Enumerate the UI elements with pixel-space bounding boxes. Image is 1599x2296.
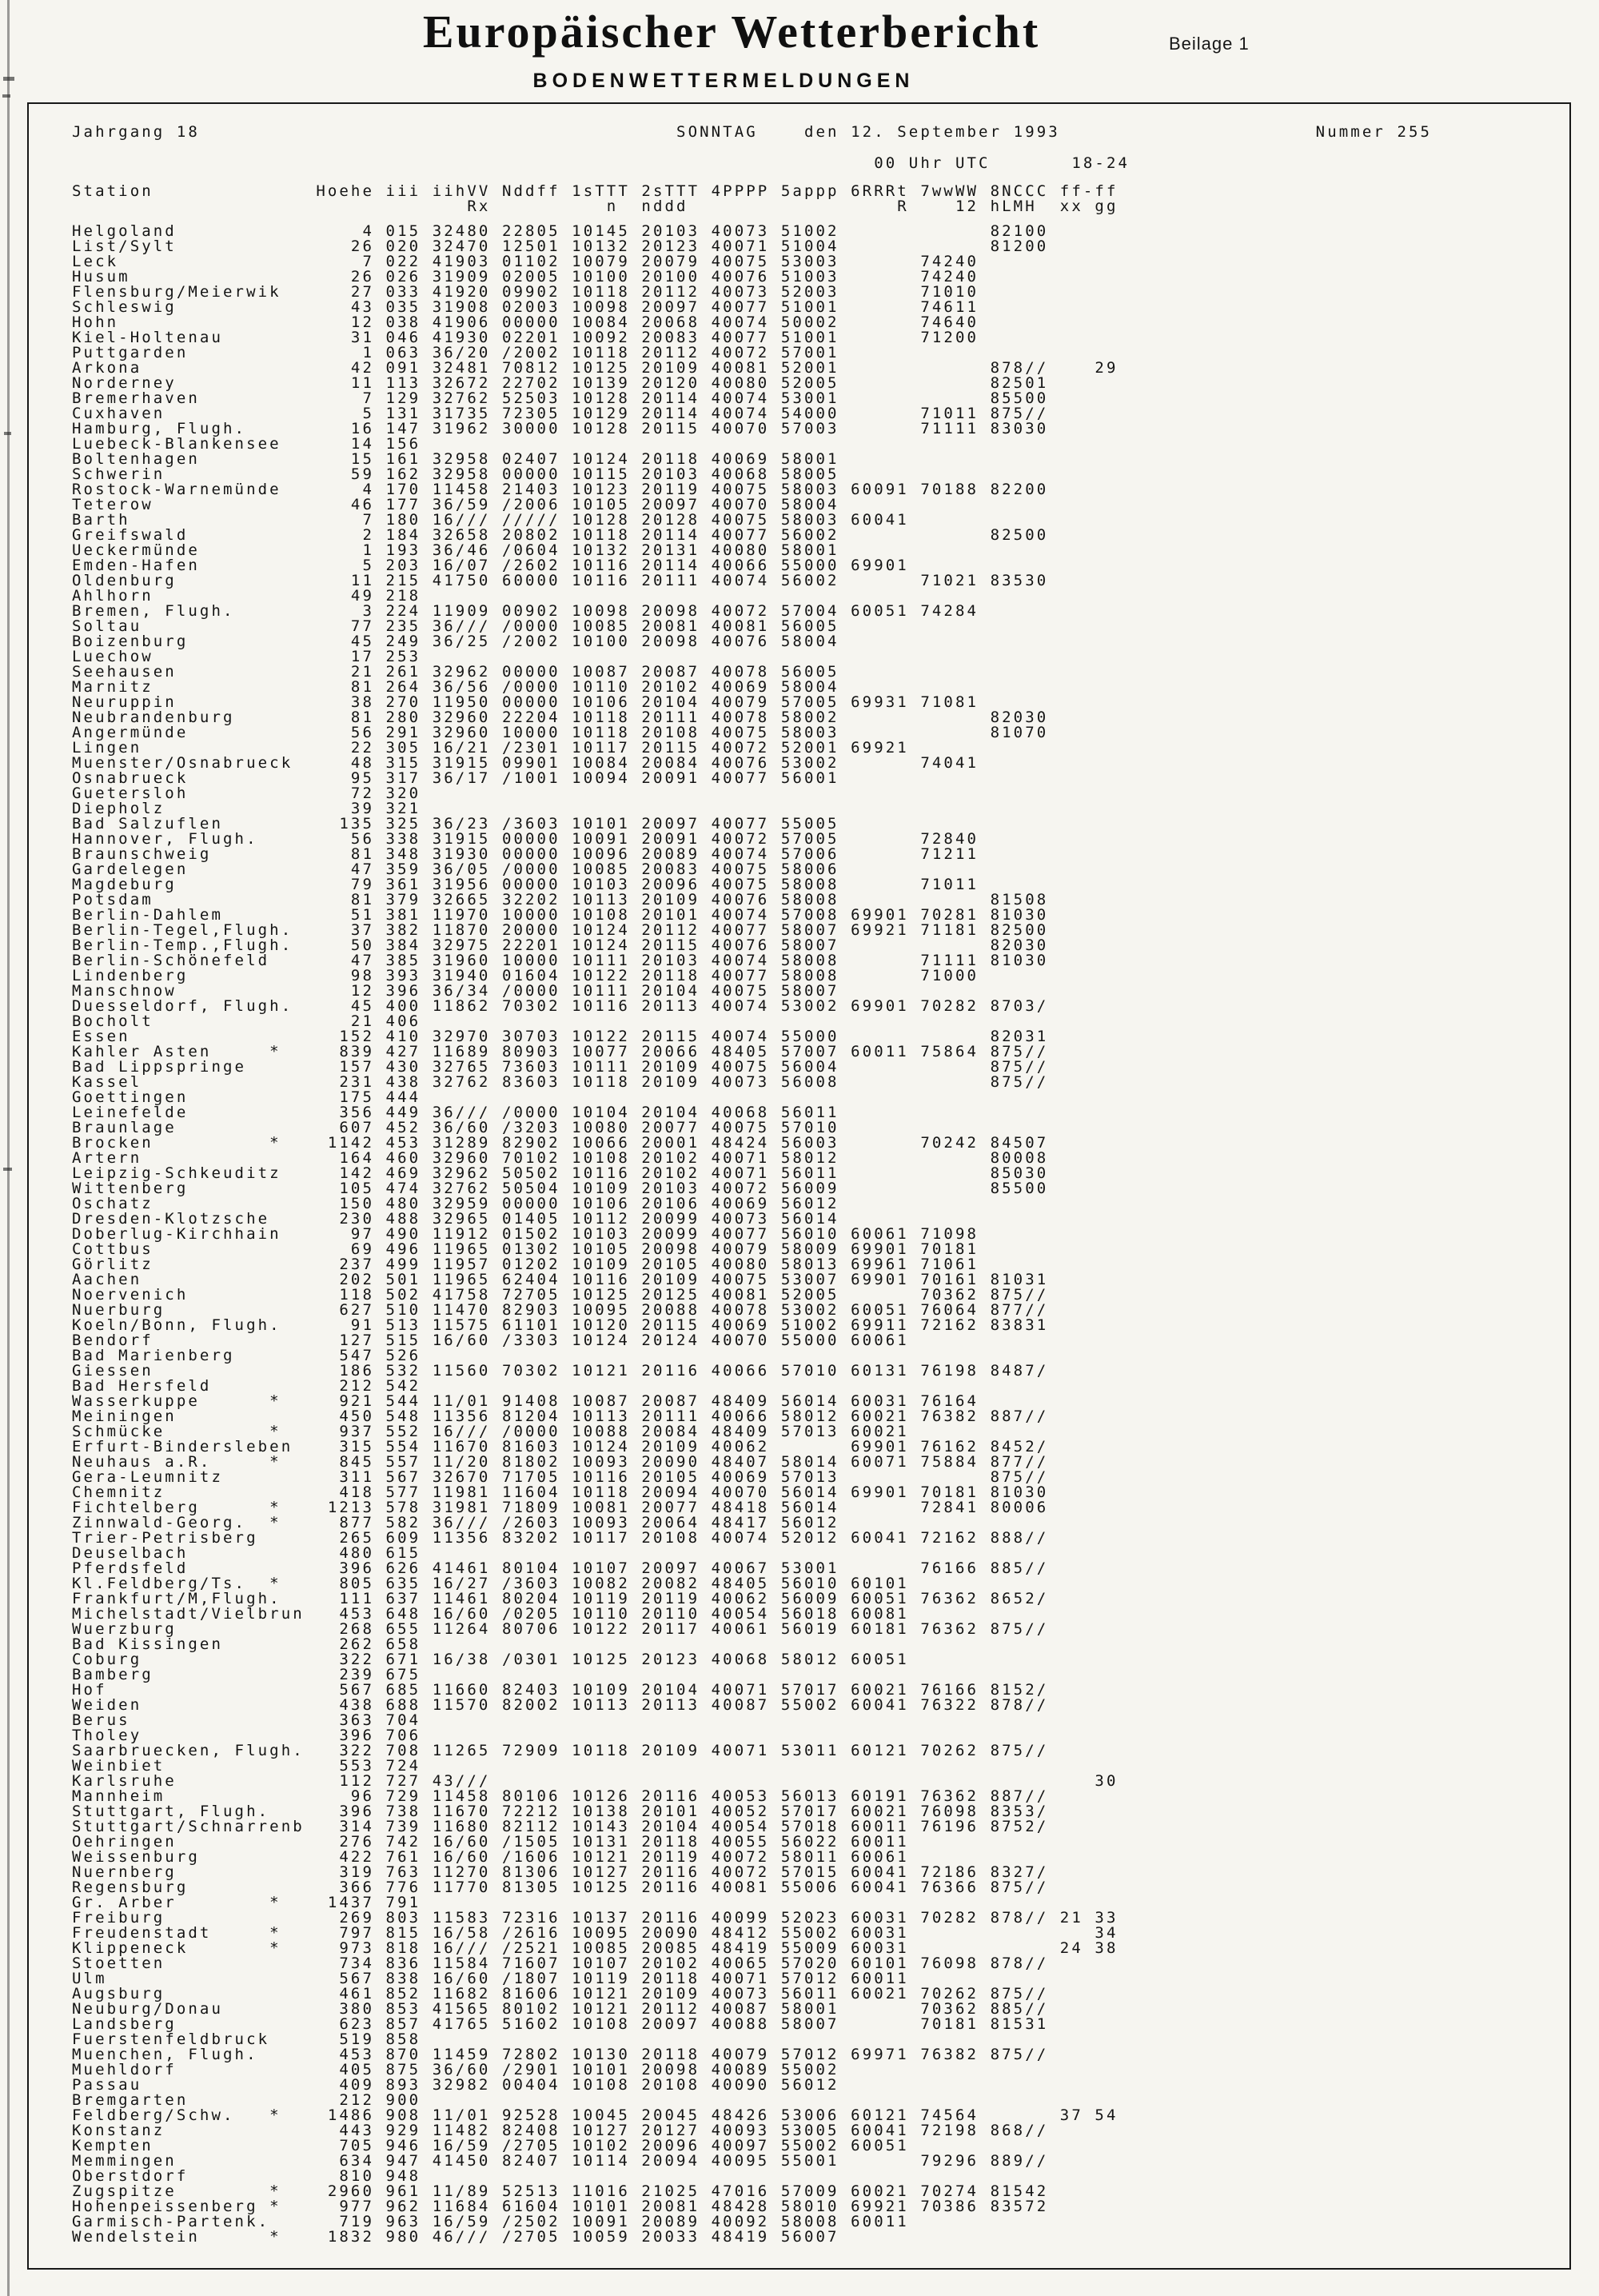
station-row: Oschatz 150 480 32959 00000 10106 20106 40069 56012 (72, 1195, 839, 1212)
station-row: Dresden-Klotzsche 230 488 32965 01405 10112 20099 40073 56014 (72, 1210, 839, 1228)
station-row: Augsburg 461 852 11682 81606 10121 20109 40073 56011 60021 70262 875// (72, 1985, 1049, 2003)
station-row: Hannover, Flugh. 56 338 31915 00000 10091 20091 40072 57005 72840 (72, 830, 979, 848)
station-row: Erfurt-Bindersleben 315 554 11670 81603 10124 20109 40062 69901 76162 8452/ (72, 1438, 1049, 1455)
station-row: Kiel-Holtenau 31 046 41930 02201 10092 20083 40077 51001 71200 (72, 329, 979, 346)
station-row: Hohn 12 038 41906 00000 10084 20068 40074 50002 74640 (72, 313, 979, 331)
station-row: Magdeburg 79 361 31956 00000 10103 20096 40075 58008 71011 (72, 876, 979, 893)
station-row: Berlin-Dahlem 51 381 11970 10000 10108 20101 40074 57008 69901 70281 81030 (72, 906, 1049, 924)
station-row: Trier-Petrisberg 265 609 11356 83202 10117 20108 40074 52012 60041 72162 888// (72, 1529, 1049, 1547)
station-row: Leipzig-Schkeuditz 142 469 32962 50502 10116 20102 40071 56011 85030 (72, 1164, 1049, 1182)
station-row: Seehausen 21 261 32962 00000 10087 20087 40078 56005 (72, 663, 839, 681)
station-row: Essen 152 410 32970 30703 10122 20115 40074 55000 82031 (72, 1028, 1049, 1045)
station-row: Konstanz 443 929 11482 82408 10127 20127 40093 53005 60041 72198 868// (72, 2122, 1049, 2139)
station-row: Memmingen 634 947 41450 82407 10114 20094 40095 55001 79296 889// (72, 2152, 1049, 2170)
station-row: Artern 164 460 32960 70102 10108 20102 40071 58012 80008 (72, 1149, 1049, 1167)
station-row: Hohenpeissenberg * 977 962 11684 61604 10101 20081 48428 58010 69921 70386 83572 (72, 2198, 1049, 2215)
station-row: Luechow 17 253 (72, 648, 421, 665)
station-row: Deuselbach 480 615 (72, 1544, 421, 1562)
station-row: Muenster/Osnabrueck 48 315 31915 09901 10084 20084 40076 53002 74041 (72, 754, 979, 772)
station-row: Schwerin 59 162 32958 00000 10115 20103 40068 58005 (72, 465, 839, 483)
observation-time-line: 00 Uhr UTC 18-24 (72, 154, 1130, 172)
station-row: Garmisch-Partenk. 719 963 16/59 /2502 10091 20089 40092 58008 60011 (72, 2213, 909, 2230)
station-row: Freudenstadt * 797 815 16/58 /2616 10095 20090 48412 55002 60031 34 (72, 1924, 1119, 1942)
page-subtitle: BODENWETTERMELDUNGEN (532, 70, 915, 92)
station-row: Kahler Asten * 839 427 11689 80903 10077 20066 48405 57007 60011 75864 875// (72, 1043, 1049, 1060)
station-row: Bendorf 127 515 16/60 /3303 10124 20124 40070 55000 60061 (72, 1332, 909, 1349)
station-row: Teterow 46 177 36/59 /2006 10105 20097 40070 58004 (72, 496, 839, 513)
station-row: Freiburg 269 803 11583 72316 10137 20116 40099 52023 60031 70282 878// 21 33 (72, 1909, 1119, 1927)
station-row: Diepholz 39 321 (72, 800, 421, 817)
binding-mark (4, 432, 11, 435)
station-row: Stoetten 734 836 11584 71607 10107 20102 40065 57020 60101 76098 878// (72, 1955, 1049, 1972)
station-table (72, 224, 1569, 2245)
station-row: Schmücke * 937 552 16/// /0000 10088 20084 48409 57013 60021 (72, 1423, 909, 1440)
station-row: Chemnitz 418 577 11981 11604 10118 20094 40070 56014 69901 70181 81030 (72, 1483, 1049, 1501)
station-row: Braunschweig 81 348 31930 00000 10096 20089 40074 57006 71211 (72, 845, 979, 863)
station-row: Boltenhagen 15 161 32958 02407 10124 20118 40069 58001 (72, 450, 839, 468)
station-row: Feldberg/Schw. * 1486 908 11/01 92528 10045 20045 48426 53006 60121 74564 37 54 (72, 2106, 1119, 2124)
station-row: Stuttgart, Flugh. 396 738 11670 72212 10138 20101 40052 57017 60021 76098 8353/ (72, 1803, 1049, 1820)
station-row: Fuerstenfeldbruck 519 858 (72, 2030, 421, 2048)
station-row: Kassel 231 438 32762 83603 10118 20109 40073 56008 875// (72, 1073, 1049, 1091)
station-row: Weinbiet 553 724 (72, 1757, 421, 1775)
station-row: Ueckermünde 1 193 36/46 /0604 10132 20131 40080 58001 (72, 541, 839, 559)
station-row: Kempten 705 946 16/59 /2705 10102 20096 40097 55002 60051 (72, 2137, 909, 2154)
station-row: Goettingen 175 444 (72, 1088, 421, 1106)
station-row: Bad Lippspringe 157 430 32765 73603 10111 20109 40075 56004 875// (72, 1058, 1049, 1076)
station-row: Zinnwald-Georg. * 877 582 36/// /2603 10093 20064 48417 56012 (72, 1514, 839, 1531)
station-row: List/Sylt 26 020 32470 12501 10132 20123 40071 51004 81200 (72, 238, 1049, 255)
station-row: Cottbus 69 496 11965 01302 10105 20098 40079 58009 69901 70181 (72, 1240, 979, 1258)
station-row: Berlin-Schönefeld 47 385 31960 10000 10111 20103 40074 58008 71111 81030 (72, 952, 1049, 969)
column-header-line-2: Rx n nddd R 12 hLMH xx gg (72, 198, 1119, 215)
station-row: Hof 567 685 11660 82403 10109 20104 40071 57017 60021 76166 8152/ (72, 1681, 1049, 1699)
station-row: Oehringen 276 742 16/60 /1505 10131 20118 40055 56022 60011 (72, 1833, 909, 1851)
station-row: Neubrandenburg 81 280 32960 22204 10118 20111 40078 58002 82030 (72, 709, 1049, 726)
station-row: Regensburg 366 776 11770 81305 10125 20116 40081 55006 60041 76366 875// (72, 1879, 1049, 1896)
scan-edge-artifact (7, 0, 10, 2296)
station-row: Guetersloh 72 320 (72, 785, 421, 802)
binding-mark (2, 94, 10, 98)
station-row: Saarbruecken, Flugh. 322 708 11265 72909 10118 20109 40071 53011 60121 70262 875// (72, 1742, 1049, 1759)
station-row: Barth 7 180 16/// ///// 10128 20128 40075 58003 60041 (72, 511, 909, 529)
station-row: Berus 363 704 (72, 1711, 421, 1729)
binding-mark (3, 1168, 12, 1171)
station-row: Muenchen, Flugh. 453 870 11459 72802 10130 20118 40079 57012 69971 76382 875// (72, 2046, 1049, 2063)
station-row: Bremen, Flugh. 3 224 11909 00902 10098 20098 40072 57004 60051 74284 (72, 602, 979, 620)
station-row: Kl.Feldberg/Ts. * 805 635 16/27 /3603 10082 20082 48405 56010 60101 (72, 1575, 909, 1592)
station-row: Mannheim 96 729 11458 80106 10126 20116 40053 56013 60191 76362 887// (72, 1787, 1049, 1805)
station-row: Gr. Arber * 1437 791 (72, 1894, 421, 1911)
station-row: Aachen 202 501 11965 62404 10116 20109 40075 53007 69901 70161 81031 (72, 1271, 1049, 1288)
station-row: Gera-Leumnitz 311 567 32670 71705 10116 20105 40069 57013 875// (72, 1468, 1049, 1486)
station-row: Coburg 322 671 16/38 /0301 10125 20123 40068 58012 60051 (72, 1651, 909, 1668)
station-row: Weissenburg 422 761 16/60 /1606 10121 20119 40072 58011 60061 (72, 1848, 909, 1866)
station-row: Görlitz 237 499 11957 01202 10109 20105 40080 58013 69961 71061 (72, 1256, 979, 1273)
station-row: Nuerburg 627 510 11470 82903 10095 20088 40078 53002 60051 76064 877// (72, 1301, 1049, 1319)
station-row: Ulm 567 838 16/60 /1807 10119 20118 40071 57012 60011 (72, 1970, 909, 1987)
issue-meta-line: Jahrgang 18 SONNTAG den 12. September 1993 Nummer 255 (72, 123, 1433, 141)
station-row: Berlin-Tegel,Flugh. 37 382 11870 20000 10124 20112 40077 58007 69921 71181 82500 (72, 921, 1049, 939)
station-row: Angermünde 56 291 32960 10000 10118 20108 40075 58003 81070 (72, 724, 1049, 741)
station-row: Landsberg 623 857 41765 51602 10108 20097 40088 58007 70181 81531 (72, 2015, 1049, 2033)
station-row: Schleswig 43 035 31908 02003 10098 20097 40077 51001 74611 (72, 298, 979, 316)
station-row: Osnabrueck 95 317 36/17 /1001 10094 20091 40077 56001 (72, 769, 839, 787)
station-row: Bocholt 21 406 (72, 1012, 421, 1030)
station-row: Karlsruhe 112 727 43/// 30 (72, 1772, 1119, 1790)
station-row: Hamburg, Flugh. 16 147 31962 30000 10128 20115 40070 57003 71111 83030 (72, 420, 1049, 437)
station-row: Greifswald 2 184 32658 20802 10118 20114 40077 56002 82500 (72, 526, 1049, 544)
station-row: Gardelegen 47 359 36/05 /0000 10085 20083 40075 58006 (72, 861, 839, 878)
column-header-line-1: Station Hoehe iii iihVV Nddff 1sTTT 2sTTT 4PPPP 5appp 6RRRt 7wwWW 8NCCC ff-ff (72, 182, 1119, 200)
station-row: Lindenberg 98 393 31940 01604 10122 20118 40077 58008 71000 (72, 967, 979, 984)
station-row: Wendelstein * 1832 980 46/// /2705 10059 20033 48419 56007 (72, 2228, 839, 2246)
station-row: Soltau 77 235 36/// /0000 10085 20081 40081 56005 (72, 617, 839, 635)
station-row: Nuernberg 319 763 11270 81306 10127 20116 40072 57015 60041 72186 8327/ (72, 1863, 1049, 1881)
station-row: Meiningen 450 548 11356 81204 10113 20111 40066 58012 60021 76382 887// (72, 1408, 1049, 1425)
station-row: Rostock-Warnemünde 4 170 11458 21403 10123 20119 40075 58003 60091 70188 82200 (72, 481, 1049, 498)
station-row: Arkona 42 091 32481 70812 10125 20109 40081 52001 878// 29 (72, 359, 1119, 377)
station-row: Frankfurt/M,Flugh. 111 637 11461 80204 10119 20119 40062 56009 60051 76362 8652/ (72, 1590, 1049, 1607)
station-row: Neuruppin 38 270 11950 00000 10106 20104 40079 57005 69931 71081 (72, 693, 979, 711)
station-row: Zugspitze * 2960 961 11/89 52513 11016 21025 47016 57009 60021 70274 81542 (72, 2182, 1049, 2200)
station-row: Helgoland 4 015 32480 22805 10145 20103 40073 51002 82100 (72, 222, 1049, 240)
station-row: Puttgarden 1 063 36/20 /2002 10118 20112 40072 57001 (72, 344, 839, 361)
station-row: Bremerhaven 7 129 32762 52503 10128 20114 40074 53001 85500 (72, 389, 1049, 407)
station-row: Cuxhaven 5 131 31735 72305 10129 20114 40074 54000 71011 875// (72, 405, 1049, 422)
station-row: Koeln/Bonn, Flugh. 91 513 11575 61101 10120 20115 40069 51002 69911 72162 83831 (72, 1316, 1049, 1334)
station-row: Michelstadt/Vielbrun 453 648 16/60 /0205 10110 20110 40054 56018 60081 (72, 1605, 909, 1623)
station-row: Oldenburg 11 215 41750 60000 10116 20111 40074 56002 71021 83530 (72, 572, 1049, 589)
station-row: Giessen 186 532 11560 70302 10121 20116 40066 57010 60131 76198 8487/ (72, 1362, 1049, 1380)
station-row: Muehldorf 405 875 36/60 /2901 10101 20098 40089 55002 (72, 2061, 839, 2078)
report-frame (27, 102, 1571, 2270)
station-row: Manschnow 12 396 36/34 /0000 10111 20104 40075 58007 (72, 982, 839, 1000)
station-row: Norderney 11 113 32672 22702 10139 20120 40080 52005 82501 (72, 374, 1049, 392)
station-row: Bad Hersfeld 212 542 (72, 1377, 421, 1395)
station-row: Brocken * 1142 453 31289 82902 10066 20001 48424 56003 70242 84507 (72, 1134, 1049, 1152)
station-row: Husum 26 026 31909 02005 10100 20100 40076 51003 74240 (72, 268, 979, 286)
station-row: Braunlage 607 452 36/60 /3203 10080 20077 40075 57010 (72, 1119, 839, 1136)
station-row: Luebeck-Blankensee 14 156 (72, 435, 421, 453)
station-row: Oberstdorf 810 948 (72, 2167, 421, 2185)
station-row: Passau 409 893 32982 00404 10108 20108 40090 56012 (72, 2076, 839, 2094)
supplement-label: Beilage 1 (1169, 34, 1250, 54)
station-row: Ahlhorn 49 218 (72, 587, 421, 605)
station-row: Wasserkuppe * 921 544 11/01 91408 10087 20087 48409 56014 60031 76164 (72, 1392, 979, 1410)
station-row: Weiden 438 688 11570 82002 10113 20113 40087 55002 60041 76322 878// (72, 1696, 1049, 1714)
station-row: Bamberg 239 675 (72, 1666, 421, 1683)
station-row: Berlin-Temp.,Flugh. 50 384 32975 22201 10124 20115 40076 58007 82030 (72, 936, 1049, 954)
station-row: Neuhaus a.R. * 845 557 11/20 81802 10093 20090 48407 58014 60071 75884 877// (72, 1453, 1049, 1471)
station-row: Stuttgart/Schnarrenb 314 739 11680 82112 10143 20104 40054 57018 60011 76196 8752/ (72, 1818, 1049, 1835)
station-row: Bad Kissingen 262 658 (72, 1635, 421, 1653)
station-row: Wuerzburg 268 655 11264 80706 10122 20117 40061 56019 60181 76362 875// (72, 1620, 1049, 1638)
station-row: Potsdam 81 379 32665 32202 10113 20109 40076 58008 81508 (72, 891, 1049, 908)
station-row: Marnitz 81 264 36/56 /0000 10110 20102 40069 58004 (72, 678, 839, 696)
station-row: Bad Salzuflen 135 325 36/23 /3603 10101 20097 40077 55005 (72, 815, 839, 833)
station-row: Klippeneck * 973 818 16/// /2521 10085 20085 48419 55009 60031 24 38 (72, 1939, 1119, 1957)
station-row: Lingen 22 305 16/21 /2301 10117 20115 40072 52001 69921 (72, 739, 909, 757)
station-row: Noervenich 118 502 41758 72705 10125 20125 40081 52005 70362 875// (72, 1286, 1049, 1304)
station-row: Leinefelde 356 449 36/// /0000 10104 20104 40068 56011 (72, 1104, 839, 1121)
station-row: Bremgarten 212 900 (72, 2091, 421, 2109)
station-row: Tholey 396 706 (72, 1727, 421, 1744)
station-row: Bad Marienberg 547 526 (72, 1347, 421, 1364)
station-row: Fichtelberg * 1213 578 31981 71809 10081 20077 48418 56014 72841 80006 (72, 1499, 1049, 1516)
station-row: Neuburg/Donau 380 853 41565 80102 10121 20112 40087 58001 70362 885// (72, 2000, 1049, 2018)
masthead (0, 0, 1599, 93)
station-row: Boizenburg 45 249 36/25 /2002 10100 20098 40076 58004 (72, 633, 839, 650)
station-row: Emden-Hafen 5 203 16/07 /2602 10116 20114 40066 55000 69901 (72, 557, 909, 574)
station-row: Doberlug-Kirchhain 97 490 11912 01502 10103 20099 40077 56010 60061 71098 (72, 1225, 979, 1243)
station-row: Wittenberg 105 474 32762 50504 10109 20103 40072 56009 85500 (72, 1180, 1049, 1197)
station-row: Leck 7 022 41903 01102 10079 20079 40075 53003 74240 (72, 253, 979, 270)
station-row: Flensburg/Meierwik 27 033 41920 09902 10118 20112 40073 52003 71010 (72, 283, 979, 301)
page-title: Europäischer Wetterbericht (422, 6, 1041, 58)
station-row: Duesseldorf, Flugh. 45 400 11862 70302 10116 20113 40074 53002 69901 70282 8703/ (72, 997, 1049, 1015)
station-row: Pferdsfeld 396 626 41461 80104 10107 20097 40067 53001 76166 885// (72, 1559, 1049, 1577)
